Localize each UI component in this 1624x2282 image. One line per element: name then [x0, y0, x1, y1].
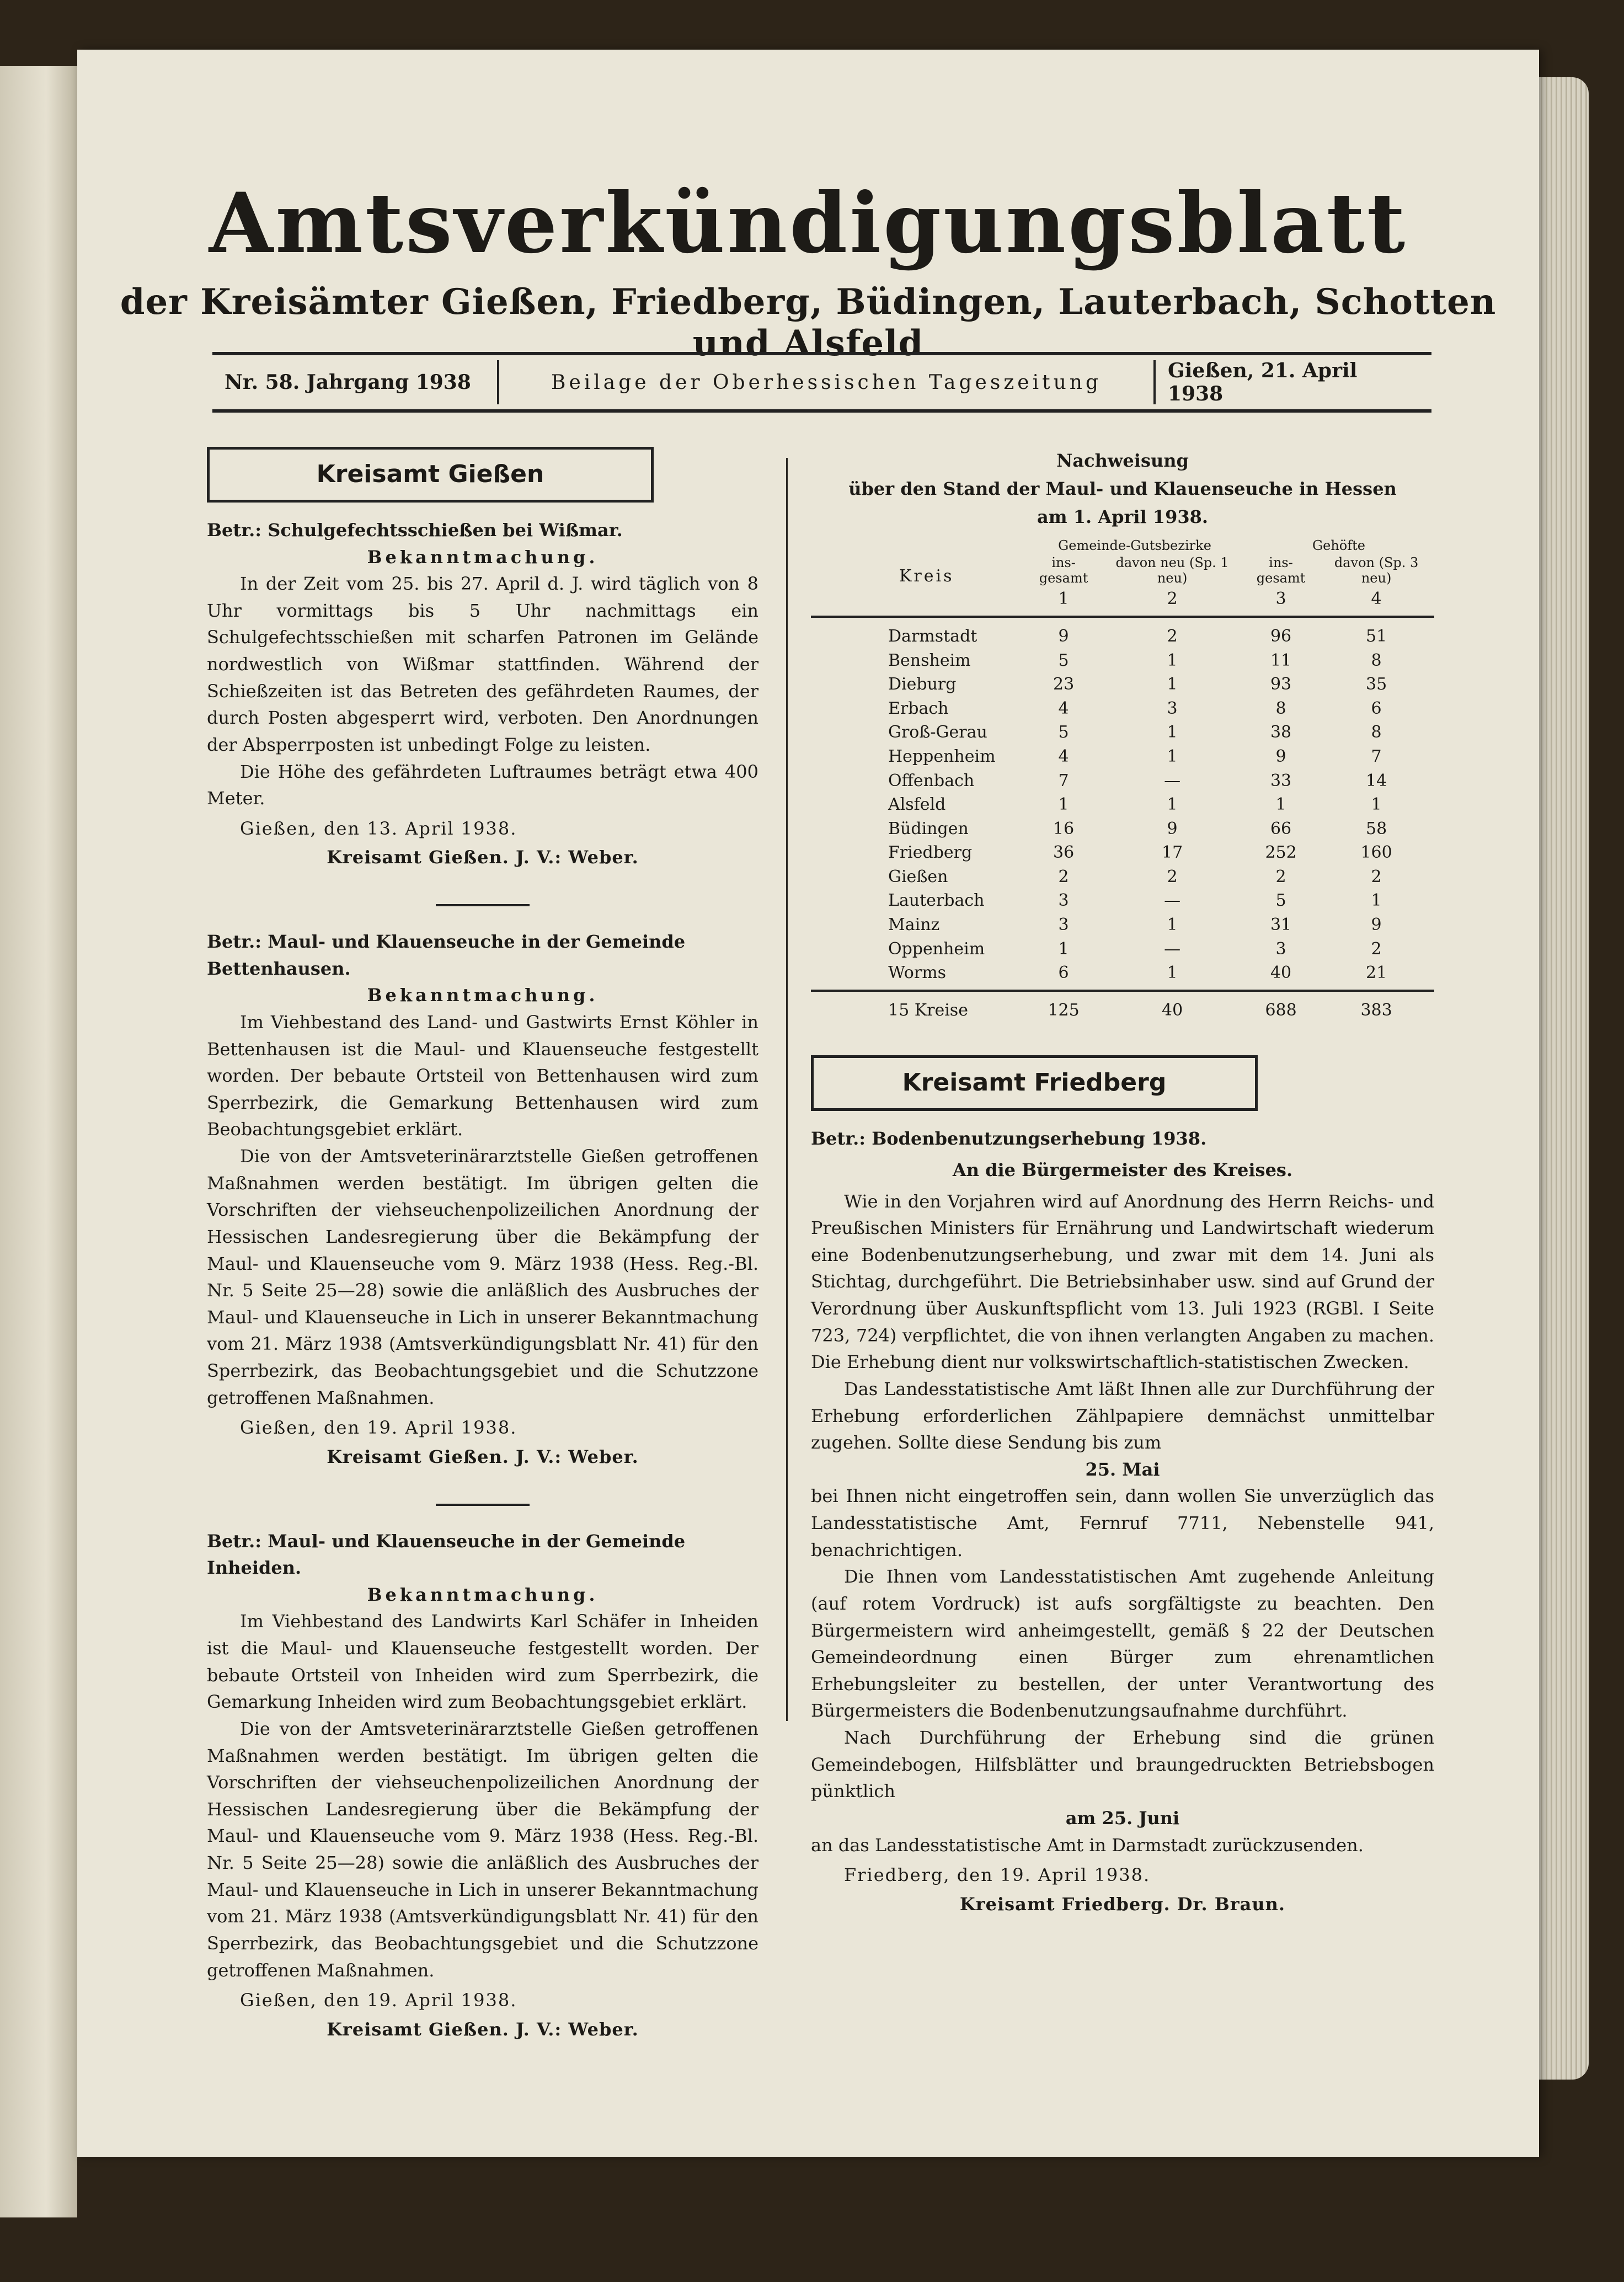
district-name: Friedberg	[888, 843, 973, 863]
district-name: Lauterbach	[888, 891, 985, 911]
notice-bettenhausen	[207, 928, 758, 1471]
district-name: Mainz	[888, 915, 940, 935]
table-cell: 9	[1058, 626, 1069, 646]
table-cell: 9	[1167, 819, 1178, 838]
district-name: Büdingen	[888, 819, 969, 838]
notice-paragraph: Wie in den Vorjahren wird auf Anordnung des Herrn Reichs- und Preußischen Ministers für Ernährung und Landwirtschaft wiederum eine Bodenbenutzungserhebung, und zwar mit dem 14. Juni als Stichtag, durchgeführt. Die Betriebsinhaber usw. sind auf Grund der Verordnung über Auskunftspflicht vom 13. Juli 1923 (RGBl. I Seite 723, 724) verpflichtet, die von ihnen verlangten Angaben zu machen. Die Erhebung dient nur volkswirtschaftlich-statistischen Zwecken.	[811, 1190, 1434, 1373]
notice-paragraph: Im Viehbestand des Landwirts Karl Schäfer in Inheiden ist die Maul- und Klauenseuche festgestellt worden. Der bebaute Ortsteil von Inheiden wird zum Sperrbezirk, die Gemarkung Inheiden wird zum Beobachtungsgebiet erklärt.	[207, 1611, 758, 1713]
notice-heading: Bekanntmachung.	[367, 1584, 599, 1605]
table-cell: 688	[1265, 1000, 1297, 1020]
masthead	[77, 175, 1539, 364]
notice-paragraph: Die von der Amtsveterinärarztstelle Gießen getroffenen Maßnahmen werden bestätigt. Im übrigen gelten die Vorschriften der viehseuchenpolizeilichen Anordnung der Hessischen Landesregierung über die Bekämpfung der Maul- und Klauenseuche vom 9. März 1938 (Hess. Reg.-Bl. Nr. 5 Seite 25—28) sowie die anläßlich des Ausbruches der Maul- und Klauenseuche in Lich in unserer Bekanntmachung vom 21. März 1938 (Amtsverkündigungsblatt Nr. 41) für den Sperrbezirk, das Beobachtungsgebiet und die Schutzzone getroffenen Maßnahmen.	[207, 1718, 758, 1981]
table-row	[811, 817, 1434, 841]
table-title	[811, 447, 1434, 532]
table-cell: 1	[1058, 939, 1069, 959]
table-cell: —	[1164, 939, 1181, 959]
table-cell: 2	[1275, 867, 1286, 886]
notice-wissmar	[207, 517, 758, 871]
masthead-subtitle: der Kreisämter Gießen, Friedberg, Büdingen, Lauterbach, Schotten und Alsfeld	[120, 281, 1497, 364]
table-title-line: über den Stand der Maul- und Klauenseuche in Hessen	[848, 478, 1397, 500]
notice-date: Gießen, den 13. April 1938.	[240, 817, 517, 839]
table-cell: 2	[1167, 867, 1178, 886]
place-date: Gießen, 21. April 1938	[1168, 359, 1358, 405]
table-cell: 51	[1365, 626, 1387, 646]
section-title-giessen: Kreisamt Gießen	[207, 447, 654, 503]
table-cell: 1	[1371, 795, 1382, 815]
district-name: Gießen	[888, 867, 948, 886]
column-header: ins-gesamt	[1256, 555, 1306, 586]
table-cell: 5	[1058, 723, 1069, 742]
table-cell: 252	[1265, 843, 1297, 863]
table-cell: 3	[1058, 915, 1069, 935]
table-cell: 1	[1167, 915, 1178, 935]
table-cell: 125	[1048, 1000, 1080, 1020]
column-number: 2	[1101, 587, 1243, 617]
column-divider	[786, 458, 788, 1721]
table-cell: 36	[1053, 843, 1075, 863]
district-name: 15 Kreise	[888, 1000, 968, 1020]
table-cell: 2	[1371, 867, 1382, 886]
table-cell: 4	[1058, 746, 1069, 766]
district-name: Alsfeld	[888, 795, 946, 815]
table-row	[811, 769, 1434, 793]
column-header: davon neu (Sp. 1 neu)	[1115, 555, 1229, 586]
table-cell: 8	[1371, 650, 1382, 670]
notice-paragraph: bei Ihnen nicht eingetroffen sein, dann wollen Sie unverzüglich das Landesstatistische Amt, Fernruf 7711, Nebenstelle 941, benachrichtigen.	[811, 1485, 1434, 1560]
column-header: davon (Sp. 3 neu)	[1334, 555, 1419, 586]
table-row	[811, 961, 1434, 991]
table-cell: 96	[1270, 626, 1292, 646]
notice-signature: Kreisamt Gießen. J. V.: Weber.	[327, 1446, 639, 1467]
newspaper-page	[77, 50, 1539, 2157]
table-row	[811, 649, 1434, 673]
table-cell: 2	[1371, 939, 1382, 959]
notice-bodenbenutzung	[811, 1125, 1434, 1917]
table-cell: 383	[1360, 1000, 1392, 1020]
table-cell: 14	[1365, 771, 1387, 790]
table-cell: 38	[1270, 723, 1292, 742]
table-cell: 1	[1101, 961, 1243, 991]
table-row	[811, 841, 1434, 865]
fmd-statistics-table	[811, 537, 1434, 1023]
notice-paragraph: Nach Durchführung der Erhebung sind die grünen Gemeindebogen, Hilfsblätter und braungedruckten Betriebsbogen pünktlich	[811, 1727, 1434, 1802]
table-cell: 4	[1058, 698, 1069, 718]
district-name: Dieburg	[888, 675, 957, 694]
table-row	[811, 937, 1434, 961]
column-number: 4	[1318, 587, 1434, 617]
notice-heading: Bekanntmachung.	[367, 546, 599, 568]
table-cell: 23	[1053, 675, 1075, 694]
district-name: Darmstadt	[888, 626, 977, 646]
district-name: Worms	[811, 961, 1026, 991]
table-total-row	[811, 991, 1434, 1023]
issue-number: Nr. 58. Jahrgang 1938	[212, 360, 499, 404]
district-name: Oppenheim	[888, 939, 985, 959]
table-cell: 1	[1167, 746, 1178, 766]
notice-subject: Betr.: Schulgefechtsschießen bei Wißmar.	[207, 519, 623, 541]
table-cell: 11	[1270, 650, 1292, 670]
masthead-title: Amtsverkündigungsblatt	[209, 175, 1408, 272]
notice-address: An die Bürgermeister des Kreises.	[952, 1159, 1293, 1180]
table-cell: 40	[1243, 961, 1318, 991]
table-cell: 40	[1161, 1000, 1183, 1020]
notice-paragraph: Die Höhe des gefährdeten Luftraumes beträgt etwa 400 Meter.	[207, 761, 758, 809]
notice-date: Friedberg, den 19. April 1938.	[844, 1864, 1151, 1886]
table-cell: 17	[1161, 843, 1183, 863]
table-cell: 3	[1058, 891, 1069, 911]
district-name: Offenbach	[888, 771, 975, 790]
table-cell: 7	[1371, 746, 1382, 766]
table-row	[811, 745, 1434, 769]
notice-signature: Kreisamt Gießen. J. V.: Weber.	[327, 2018, 639, 2040]
table-title-line: am 1. April 1938.	[1037, 506, 1208, 528]
column-number-row	[811, 587, 1434, 617]
table-cell: 6	[1026, 961, 1101, 991]
table-cell: 3	[1275, 939, 1286, 959]
table-cell: 5	[1275, 891, 1286, 911]
notice-subject: Betr.: Maul- und Klauenseuche in der Gemeinde Bettenhausen.	[207, 931, 686, 979]
table-group-header-row	[811, 537, 1434, 555]
notice-paragraph: Im Viehbestand des Land- und Gastwirts Ernst Köhler in Bettenhausen ist die Maul- und Klauenseuche festgestellt worden. Der bebaute Ortsteil von Bettenhausen wird zum Sperrbezirk, die Gemarkung Bettenhausen wird zum Beobachtungsgebiet erklärt.	[207, 1011, 758, 1140]
group-header-gemeinden: Gemeinde-Gutsbezirke	[1058, 537, 1211, 553]
table-cell: 9	[1275, 746, 1286, 766]
table-cell: 21	[1318, 961, 1434, 991]
table-cell: 1	[1167, 795, 1178, 815]
table-cell: 5	[1058, 650, 1069, 670]
notice-date: Gießen, den 19. April 1938.	[240, 1990, 517, 2011]
adjacent-page-edge	[0, 66, 77, 2217]
table-cell: 2	[1167, 626, 1178, 646]
notice-signature: Kreisamt Gießen. J. V.: Weber.	[327, 847, 639, 868]
notice-signature: Kreisamt Friedberg. Dr. Braun.	[959, 1893, 1286, 1915]
separator-rule	[436, 904, 530, 906]
column-number: 3	[1243, 587, 1318, 617]
table-cell: —	[1164, 771, 1181, 790]
column-header-kreis: Kreis	[899, 566, 954, 586]
table-cell: 33	[1270, 771, 1292, 790]
table-row	[811, 672, 1434, 697]
table-row	[811, 793, 1434, 817]
notice-deadline: am 25. Juni	[1065, 1807, 1180, 1829]
table-header-row	[811, 554, 1434, 587]
table-cell: 31	[1270, 915, 1292, 935]
table-cell: 160	[1360, 843, 1392, 863]
separator-rule	[436, 1504, 530, 1506]
table-cell: 9	[1371, 915, 1382, 935]
notice-paragraph: Die von der Amtsveterinärarztstelle Gießen getroffenen Maßnahmen werden bestätigt. Im übrigen gelten die Vorschriften der viehseuchenpolizeilichen Anordnung der Hessischen Landesregierung über die Bekämpfung der Maul- und Klauenseuche vom 9. März 1938 (Hess. Reg.-Bl. Nr. 5 Seite 25—28) sowie die anläßlich des Ausbruches der Maul- und Klauenseuche in Lich in unserer Bekanntmachung vom 21. März 1938 (Amtsverkündigungsblatt Nr. 41) für den Sperrbezirk, das Beobachtungsgebiet und die Schutzzone getroffenen Maßnahmen.	[207, 1146, 758, 1408]
section-title-friedberg: Kreisamt Friedberg	[811, 1055, 1258, 1111]
table-cell: 1	[1058, 795, 1069, 815]
table-row	[811, 720, 1434, 745]
notice-subject: Betr.: Bodenbenutzungserhebung 1938.	[811, 1128, 1207, 1150]
notice-paragraph: Die Ihnen vom Landesstatistischen Amt zugehende Anleitung (auf rotem Vordruck) ist aufs sorgfältigste zu beachten. Den Bürgermeistern wird anheimgestellt, gemäß § 22 der Deutschen Gemeindeordnung einen Bürger zum ehrenamtlichen Erhebungsleiter zu bestellen, der unter Verantwortung des Bürgermeisters die Bodenbenutzungsaufnahme durchführt.	[811, 1566, 1434, 1722]
table-cell: 8	[1371, 723, 1382, 742]
table-cell: 6	[1371, 698, 1382, 718]
group-header-gehoefte: Gehöfte	[1312, 537, 1365, 553]
notice-deadline: 25. Mai	[1085, 1458, 1160, 1480]
table-cell: 1	[1167, 675, 1178, 694]
column-number: 1	[1026, 587, 1101, 617]
district-name: Bensheim	[888, 650, 971, 670]
table-cell: —	[1164, 891, 1181, 911]
table-row	[811, 617, 1434, 649]
table-cell: 1	[1167, 650, 1178, 670]
table-row	[811, 913, 1434, 937]
notice-heading: Bekanntmachung.	[367, 985, 599, 1006]
table-cell: 35	[1365, 675, 1387, 694]
table-cell: 1	[1167, 723, 1178, 742]
table-cell: 93	[1270, 675, 1292, 694]
left-column	[207, 447, 758, 2043]
notice-paragraph: an das Landesstatistische Amt in Darmstadt zurückzusenden.	[811, 1834, 1364, 1856]
notice-paragraph: In der Zeit vom 25. bis 27. April d. J. wird täglich von 8 Uhr vormittags bis 5 Uhr nachmittags ein Schulgefechtsschießen mit scharfen Patronen im Gelände nordwestlich von Wißmar stattfinden. Während der Schießzeiten ist das Betreten des gefährdeten Raumes, der durch Posten abgesperrt wird, verboten. Den Anordnungen der Absperrposten ist unbedingt Folge zu leisten.	[207, 573, 758, 755]
notice-subject: Betr.: Maul- und Klauenseuche in der Gemeinde Inheiden.	[207, 1530, 686, 1579]
table-row	[811, 865, 1434, 889]
district-name: Erbach	[888, 698, 949, 718]
notice-inheiden	[207, 1528, 758, 2043]
notice-paragraph: Das Landesstatistische Amt läßt Ihnen alle zur Durchführung der Erhebung erforderlichen Zählpapiere demnächst unmittelbar zugehen. Sollte diese Sendung bis zum	[811, 1378, 1434, 1453]
table-cell: 8	[1275, 698, 1286, 718]
table-cell: 3	[1167, 698, 1178, 718]
supplement-note: Beilage der Oberhessischen Tageszeitung	[499, 360, 1156, 404]
table-row	[811, 697, 1434, 721]
district-name: Groß-Gerau	[888, 723, 987, 742]
issue-info-bar	[212, 352, 1431, 413]
table-cell: 2	[1058, 867, 1069, 886]
table-cell: 1	[1275, 795, 1286, 815]
notice-date: Gießen, den 19. April 1938.	[240, 1417, 517, 1439]
district-name: Heppenheim	[888, 746, 996, 766]
table-cell: 58	[1365, 819, 1387, 838]
table-title-line: Nachweisung	[1056, 450, 1189, 471]
table-cell: 1	[1371, 891, 1382, 911]
table-cell: 66	[1270, 819, 1292, 838]
table-cell: 16	[1053, 819, 1075, 838]
right-column	[811, 447, 1434, 1917]
table-row	[811, 889, 1434, 913]
table-cell: 7	[1058, 771, 1069, 790]
column-header: ins-gesamt	[1039, 555, 1088, 586]
